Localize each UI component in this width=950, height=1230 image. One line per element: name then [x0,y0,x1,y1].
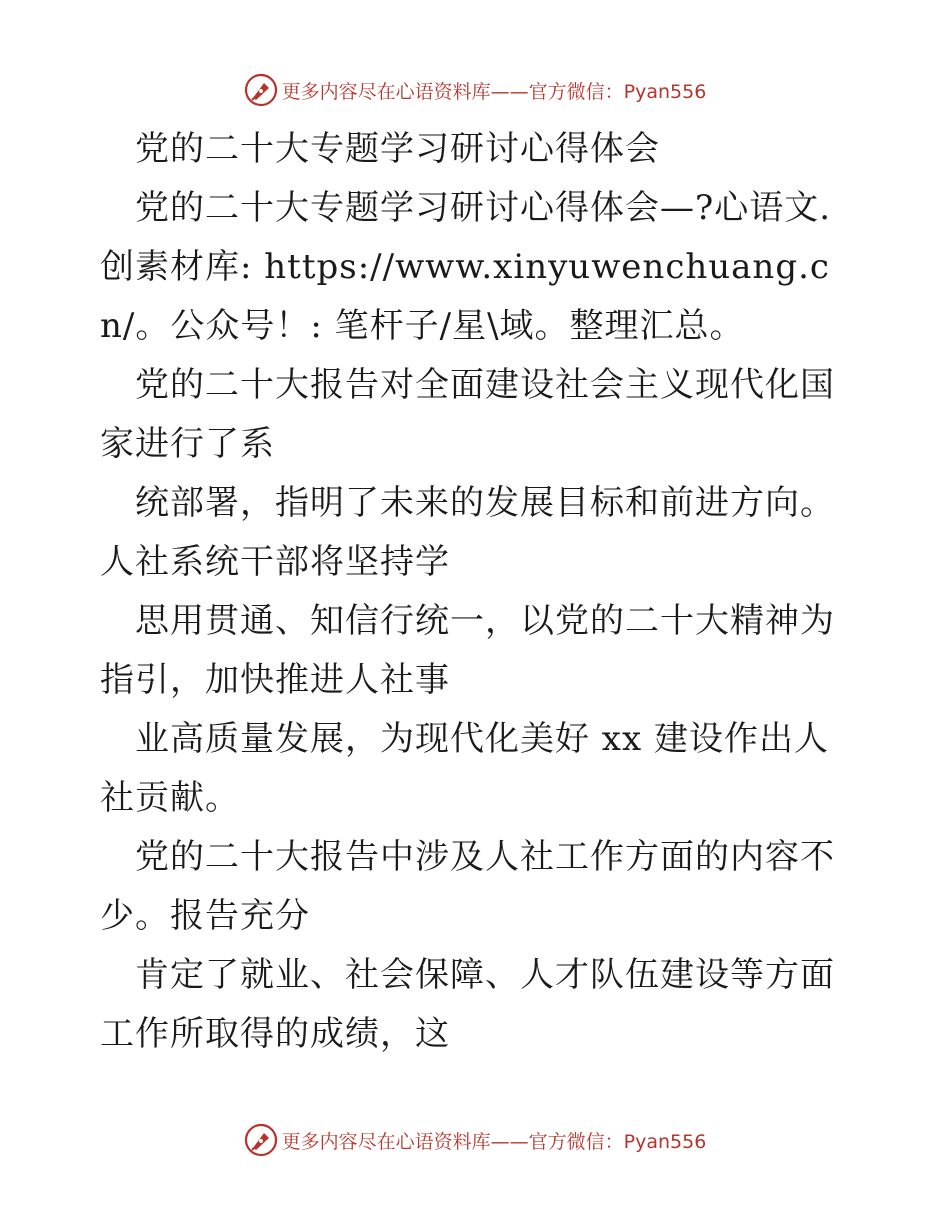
banner-dash: —— [490,1130,529,1153]
pen-nib-logo-icon [244,1123,278,1157]
banner-wechat-text: 官方微信：Pyan556 [528,1130,707,1153]
paragraph-5: 业高质量发展，为现代化美好 xx 建设作出人社贡献。 [100,719,829,818]
footer-banner [0,1120,950,1160]
document-body [100,120,860,1064]
paragraph-4: 思用贯通、知信行统一，以党的二十大精神为指引，加快推进人社事 [100,601,835,700]
banner-main-text: 更多内容尽在心语资料库 [281,1130,491,1153]
header-banner [0,70,950,110]
banner-text [282,1127,707,1154]
paragraph-6: 党的二十大报告中涉及人社工作方面的内容不少。报告充分 [100,837,835,936]
paragraph-2: 党的二十大报告对全面建设社会主义现代化国家进行了系 [100,365,835,464]
pen-nib-logo-icon [244,73,278,107]
banner-main-text: 更多内容尽在心语资料库 [281,80,491,103]
document-title: 党的二十大专题学习研讨心得体会 [135,129,660,169]
paragraph-7: 肯定了就业、社会保障、人才队伍建设等方面工作所取得的成绩，这 [100,955,835,1054]
banner-text [282,77,707,104]
banner-wechat-text: 官方微信：Pyan556 [528,80,707,103]
paragraph-3: 统部署，指明了未来的发展目标和前进方向。人社系统干部将坚持学 [100,483,835,582]
paragraph-1: 党的二十大专题学习研讨心得体会—?心语文.创素材库: https://www.xinyuwenchuang.cn/。公众号！: 笔杆子/星\域。整理汇总。 [100,188,832,346]
banner-dash: —— [490,80,529,103]
